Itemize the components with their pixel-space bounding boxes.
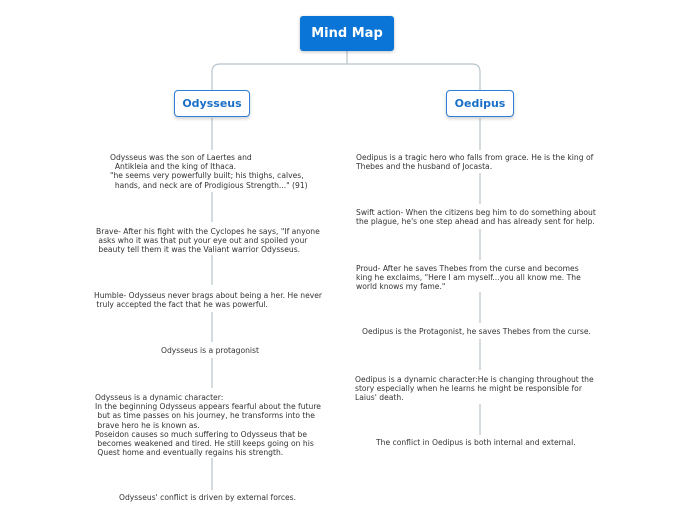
subtopic-odysseus-protagonist[interactable]: Odysseus is a protagonist — [161, 346, 259, 355]
subtopic-oedipus-tragic-hero[interactable]: Oedipus is a tragic hero who falls from grace. He is the king of Thebes and the husband of Jocasta. — [356, 153, 594, 172]
subtopic-odysseus-humble[interactable]: Humble- Odysseus never brags about being a her. He never truly accepted the fact that he was powerful. — [94, 291, 323, 310]
subtopic-oedipus-conflict[interactable]: The conflict in Oedipus is both internal and external. — [376, 438, 576, 447]
main-topic-label: Odysseus — [182, 97, 242, 110]
subtopic-odysseus-background[interactable]: Odysseus was the son of Laertes and Antikleia and the king of Ithaca. "he seems very powerfully built; his thighs, calves, hands, and neck are of Prodigious Strength..." (91) — [110, 153, 308, 190]
subtopic-odysseus-conflict[interactable]: Odysseus' conflict is driven by external forces. — [119, 493, 297, 502]
subtopic-odysseus-brave[interactable]: Brave- After his fight with the Cyclopes he says, "If anyone asks who it was that put your eye out and spoiled your beauty tell them it was the Valiant warrior Odysseus. — [96, 227, 320, 255]
main-topic-odysseus[interactable] — [174, 90, 250, 117]
subtopic-oedipus-dynamic[interactable]: Oedipus is a dynamic character:He is changing throughout the story especially when he learns he might be responsible for Laius' death. — [355, 375, 594, 403]
subtopic-oedipus-swift-action[interactable]: Swift action- When the citizens beg him to do something about the plague, he's one step ahead and has already sent for help. — [356, 208, 596, 227]
subtopic-odysseus-dynamic[interactable]: Odysseus is a dynamic character: In the beginning Odysseus appears fearful about the future but as time passes on his journey, he transforms into the brave hero he is known as. Poseidon causes so much suffering to Odysseus that be becomes weakened and tired. He still keeps going on his Quest home and eventually regains his strength. — [95, 393, 321, 458]
main-topic-label: Oedipus — [454, 97, 506, 110]
root-node[interactable] — [300, 16, 394, 51]
root-label: Mind Map — [311, 26, 383, 41]
subtopic-oedipus-protagonist[interactable]: Oedipus is the Protagonist, he saves Thebes from the curse. — [362, 327, 591, 336]
subtopic-oedipus-proud[interactable]: Proud- After he saves Thebes from the curse and becomes king he exclaims, "Here I am myself...you all know me. The world knows my fame." — [356, 264, 581, 292]
main-topic-oedipus[interactable] — [446, 90, 514, 117]
